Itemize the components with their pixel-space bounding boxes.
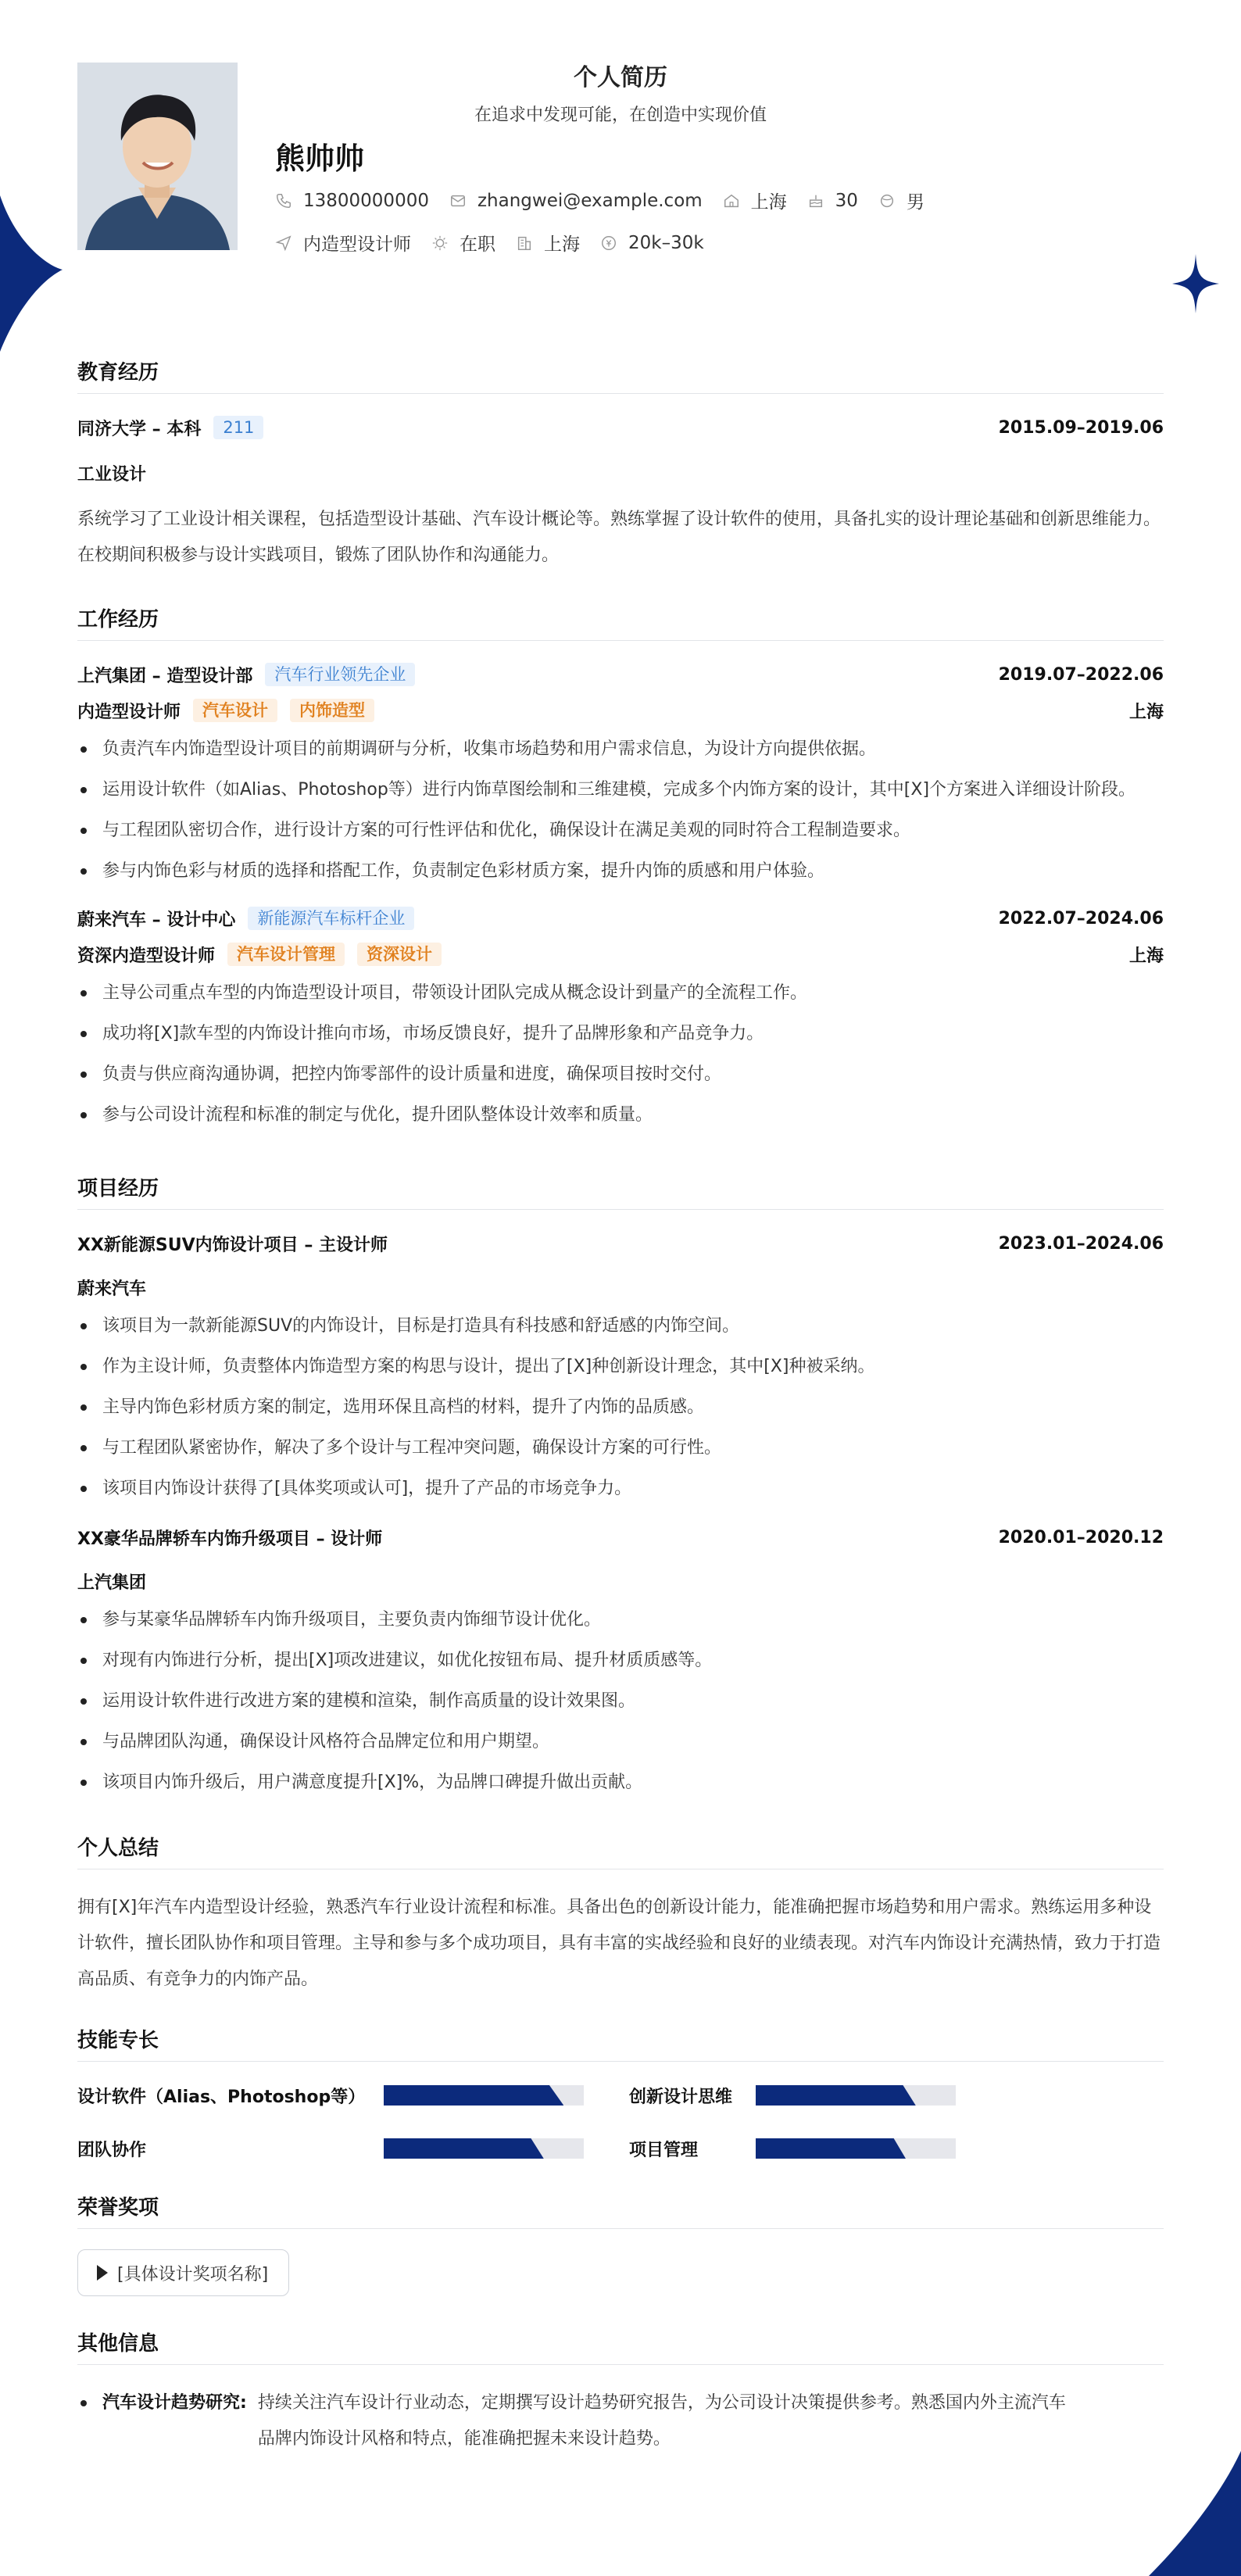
projects-section	[77, 1172, 1164, 1801]
other-text-line: 品牌内饰设计风格和特点，能准确把握未来设计趋势。	[257, 2429, 671, 2449]
list-item: 该项目内饰升级后，用户满意度提升[X]%，为品牌口碑提升做出贡献。	[77, 1765, 1164, 1801]
mail-icon	[449, 192, 467, 209]
project-name: XX新能源SUV内饰设计项目 – 主设计师	[77, 1235, 388, 1255]
email-address: zhangwei@example.com	[477, 190, 703, 211]
project-item	[77, 1230, 1164, 1507]
summary-text: 拥有[X]年汽车内造型设计经验，熟悉汽车行业设计流程和标准。具备出色的创新设计能力，能准确把握市场趋势和用户需求。熟练运用多种设计软件，擅长团队协作和项目管理。主导和参与多个成功项目，具有丰富的实战经验和良好的业绩表现。对汽车内饰设计充满热情，致力于打造高品质、有竞争力的内饰产品。	[77, 1898, 1161, 1989]
section-title: 工作经历	[77, 603, 1164, 641]
project-org: 蔚来汽车	[77, 1279, 147, 1299]
skill-name: 项目管理	[629, 2140, 699, 2160]
salary-info	[600, 233, 704, 253]
list-item: 与工程团队密切合作，进行设计方案的可行性评估和优化，确保设计在满足美观的同时符合工程制造要求。	[77, 813, 1164, 849]
skill-bar-fill	[384, 2085, 563, 2106]
coin-icon	[600, 234, 617, 252]
work-item	[77, 661, 1164, 889]
list-item: 运用设计软件进行改进方案的建模和渲染，制作高质量的设计效果图。	[77, 1683, 1164, 1719]
education-head	[77, 414, 1164, 441]
education-section	[77, 356, 1164, 574]
other-text	[258, 2385, 1066, 2457]
resume-header	[77, 53, 1164, 272]
location-value: 上海	[750, 192, 787, 213]
bottom-right-corner-decoration	[1149, 2451, 1241, 2576]
skill-item	[77, 2082, 365, 2109]
cake-icon	[807, 192, 824, 209]
list-item: 成功将[X]款车型的内饰设计推向市场，市场反馈良好，提升了品牌形象和产品竞争力。	[77, 1016, 1164, 1052]
work-city: 上海	[1128, 702, 1164, 722]
play-triangle-icon	[97, 2265, 108, 2281]
school-tag: 211	[213, 416, 263, 439]
awards-section	[77, 2191, 1164, 2296]
skill-name: 团队协作	[77, 2140, 147, 2160]
list-item	[77, 2385, 1164, 2457]
phone-info	[275, 191, 429, 211]
skill-bar-fill	[756, 2138, 906, 2159]
project-name: XX豪华品牌轿车内饰升级项目 – 设计师	[77, 1529, 383, 1549]
building-icon	[516, 234, 533, 252]
skills-grid	[77, 2082, 1164, 2191]
location-info	[723, 188, 787, 213]
status-icon	[431, 234, 449, 252]
target-city: 上海	[544, 234, 580, 255]
section-title: 技能专长	[77, 2024, 1164, 2062]
slogan: 在追求中发现可能，在创造中实现价值	[474, 106, 767, 125]
list-item: 负责与供应商沟通协调，把控内饰零部件的设计质量和进度，确保项目按时交付。	[77, 1057, 1164, 1093]
document-title: 个人简历	[574, 64, 667, 91]
list-item: 该项目内饰设计获得了[具体奖项或认可]，提升了产品的市场竞争力。	[77, 1471, 1164, 1507]
section-title: 教育经历	[77, 356, 1164, 394]
send-icon	[275, 234, 292, 252]
company-name: 上汽集团 – 造型设计部	[77, 666, 253, 686]
sparkle-star-icon	[1172, 254, 1219, 313]
project-period: 2023.01–2024.06	[998, 1233, 1164, 1254]
list-item: 参与公司设计流程和标准的制定与优化，提升团队整体设计效率和质量。	[77, 1097, 1164, 1133]
education-description: 系统学习了工业设计相关课程，包括造型设计基础、汽车设计概论等。熟练掌握了设计软件的使用，具备扎实的设计理论基础和创新思维能力。在校期间积极参与设计实践项目，锻炼了团队协作和沟通能力。	[77, 510, 1161, 565]
position-info	[275, 230, 411, 256]
list-item: 与工程团队紧密协作，解决了多个设计与工程冲突问题，确保设计方案的可行性。	[77, 1430, 1164, 1466]
other-label: 汽车设计趋势研究:	[102, 2393, 247, 2413]
list-item: 负责汽车内饰造型设计项目的前期调研与分析，收集市场趋势和用户需求信息，为设计方向提供依据。	[77, 732, 1164, 767]
other-section	[77, 2327, 1164, 2457]
skill-bar	[756, 2138, 956, 2159]
section-title: 荣誉奖项	[77, 2191, 1164, 2229]
skill-item	[77, 2135, 146, 2162]
left-corner-decoration	[0, 195, 63, 352]
contact-row	[275, 188, 945, 213]
skills-section	[77, 2024, 1164, 2191]
skill-name: 设计软件（Alias、Photoshop等）	[77, 2087, 366, 2107]
work-item	[77, 905, 1164, 1133]
award-item-button[interactable]	[77, 2249, 289, 2296]
resume-page	[77, 53, 1164, 2462]
skill-bar	[384, 2138, 584, 2159]
age-value: 30	[835, 190, 858, 211]
work-city: 上海	[1128, 946, 1164, 966]
age-info	[807, 191, 858, 211]
role-title: 内造型设计师	[77, 702, 181, 722]
role-tag: 资深设计	[357, 943, 442, 966]
role-tag: 汽车设计	[193, 699, 277, 722]
award-name: [具体设计奖项名称]	[117, 2264, 269, 2284]
email-info	[449, 191, 703, 211]
work-period: 2022.07–2024.06	[998, 908, 1164, 928]
status-info	[431, 230, 495, 256]
section-title: 个人总结	[77, 1832, 1164, 1869]
list-item: 参与某豪华品牌轿车内饰升级项目，主要负责内饰细节设计优化。	[77, 1602, 1164, 1638]
summary-section	[77, 1832, 1164, 1998]
skill-item	[629, 2082, 732, 2109]
list-item: 主导内饰色彩材质方案的制定，选用环保且高档的材料，提升了内饰的品质感。	[77, 1390, 1164, 1426]
candidate-name: 熊帅帅	[275, 141, 365, 176]
company-tag: 新能源汽车标杆企业	[248, 907, 414, 930]
role-tag: 内饰造型	[290, 699, 374, 722]
gender-icon	[878, 192, 896, 209]
skill-bar	[384, 2085, 584, 2106]
list-item: 对现有内饰进行分析，提出[X]项改进建议，如优化按钮布局、提升材质质感等。	[77, 1643, 1164, 1679]
list-item: 该项目为一款新能源SUV的内饰设计，目标是打造具有科技感和舒适感的内饰空间。	[77, 1308, 1164, 1344]
skill-item	[629, 2135, 698, 2162]
phone-number: 13800000000	[303, 190, 429, 211]
gender-info	[878, 188, 924, 213]
section-title: 项目经历	[77, 1172, 1164, 1210]
list-item: 作为主设计师，负责整体内饰造型方案的构思与设计，提出了[X]种创新设计理念，其中[X]种被采纳。	[77, 1349, 1164, 1385]
work-section	[77, 603, 1164, 1133]
list-item: 与品牌团队沟通，确保设计风格符合品牌定位和用户期望。	[77, 1724, 1164, 1760]
target-position: 内造型设计师	[303, 234, 411, 255]
major: 工业设计	[77, 464, 147, 485]
skill-bar	[756, 2085, 956, 2106]
list-item: 运用设计软件（如Alias、Photoshop等）进行内饰草图绘制和三维建模，完成多个内饰方案的设计，其中[X]个方案进入详细设计阶段。	[77, 772, 1164, 808]
project-period: 2020.01–2020.12	[998, 1527, 1164, 1547]
other-text-line: 持续关注汽车设计行业动态，定期撰写设计趋势研究报告，为公司设计决策提供参考。熟悉国内外主流汽车	[257, 2393, 1066, 2413]
status-value: 在职	[460, 234, 495, 255]
company-tag: 汽车行业领先企业	[265, 663, 415, 686]
work-period: 2019.07–2022.06	[998, 664, 1164, 685]
school-name: 同济大学 – 本科	[77, 419, 202, 439]
list-item: 主导公司重点车型的内饰造型设计项目，带领设计团队完成从概念设计到量产的全流程工作。	[77, 975, 1164, 1011]
city-info	[516, 230, 580, 256]
project-item	[77, 1524, 1164, 1801]
education-period: 2015.09–2019.06	[998, 417, 1164, 438]
skill-bar-fill	[384, 2138, 544, 2159]
skill-bar-fill	[756, 2085, 916, 2106]
section-title: 其他信息	[77, 2327, 1164, 2365]
job-intent-row	[275, 230, 724, 256]
project-org: 上汽集团	[77, 1572, 147, 1593]
skill-name: 创新设计思维	[629, 2087, 733, 2107]
role-tag: 汽车设计管理	[227, 943, 345, 966]
company-name: 蔚来汽车 – 设计中心	[77, 910, 236, 930]
role-title: 资深内造型设计师	[77, 946, 216, 966]
home-icon	[723, 192, 740, 209]
salary-value: 20k–30k	[628, 232, 704, 253]
phone-icon	[275, 192, 292, 209]
list-item: 参与内饰色彩与材质的选择和搭配工作，负责制定色彩材质方案，提升内饰的质感和用户体验。	[77, 853, 1164, 889]
gender-value: 男	[906, 192, 924, 213]
